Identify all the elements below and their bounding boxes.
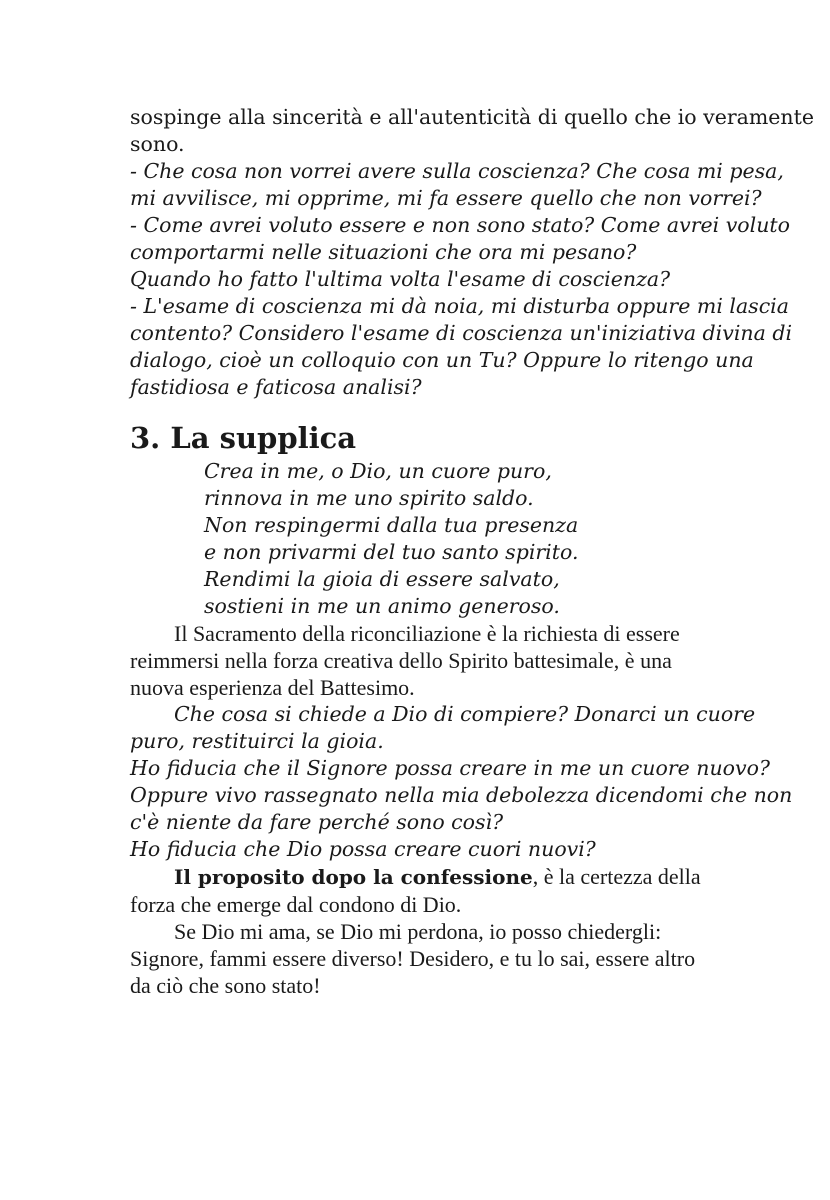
question-line: c'è niente da fare perché sono così? [130,810,504,834]
question-line: contento? Considero l'esame di coscienza un'iniziativa divina di [130,321,792,345]
question-line: comportarmi nelle situazioni che ora mi pesano? [130,240,637,264]
psalm-line: sostieni in me un animo generoso. [204,594,560,618]
text-line: Signore, fammi essere diverso! Desidero, e tu lo sai, essere altro [130,946,696,971]
question-line: Ho fiducia che Dio possa creare cuori nuovi? [130,837,596,861]
question-line: mi avvilisce, mi opprime, mi fa essere quello che non vorrei? [130,186,762,210]
purpose-paragraph [130,863,825,918]
psalm-line: rinnova in me uno spirito saldo. [204,486,534,510]
text-line: reimmersi nella forza creativa dello Spirito battesimale, è una [130,648,672,673]
question-line: Quando ho fatto l'ultima volta l'esame di coscienza? [130,267,671,291]
text-line: sono. [130,132,185,156]
psalm-line: e non privarmi del tuo santo spirito. [204,540,579,564]
psalm-line: Non respingermi dalla tua presenza [204,513,579,537]
text-line: da ciò che sono stato! [130,973,321,998]
section-heading: 3. La supplica [130,421,357,455]
question-line: Che cosa si chiede a Dio di compiere? Donarci un cuore [174,702,756,726]
question-line: - Che cosa non vorrei avere sulla coscienza? Che cosa mi pesa, [130,159,784,183]
question-line: Oppure vivo rassegnato nella mia debolezza dicendomi che non [130,783,793,807]
request-questions [130,701,825,863]
question-line: Ho fiducia che il Signore possa creare in me un cuore nuovo? [130,756,770,780]
question-line: fastidiosa e faticosa analisi? [130,375,422,399]
text-line: nuova esperienza del Battesimo. [130,675,415,700]
text-line: forza che emerge dal condono di Dio. [130,892,462,917]
text-line [130,863,825,891]
purpose-rest: , è la certezza della [532,864,701,889]
psalm-verses [130,458,825,620]
closing-paragraph [130,918,825,999]
psalm-line: Rendimi la gioia di essere salvato, [204,567,560,591]
text-line: Se Dio mi ama, se Dio mi perdona, io posso chiedergli: [174,919,662,944]
question-line: dialogo, cioè un colloquio con un Tu? Oppure lo ritengo una [130,348,754,372]
page-content [130,104,825,999]
text-line: sospinge alla sincerità e all'autenticità di quello che io veramente [130,105,815,129]
text-line: Il Sacramento della riconciliazione è la richiesta di essere [174,621,680,646]
psalm-line: Crea in me, o Dio, un cuore puro, [204,459,552,483]
question-line: puro, restituirci la gioia. [130,729,384,753]
purpose-bold: Il proposito dopo la confessione [174,865,533,889]
sacrament-paragraph [130,620,825,701]
question-line: - Come avrei voluto essere e non sono stato? Come avrei voluto [130,213,790,237]
exam-questions [130,158,825,401]
question-line: - L'esame di coscienza mi dà noia, mi disturba oppure mi lascia [130,294,789,318]
intro-paragraph [130,104,825,158]
